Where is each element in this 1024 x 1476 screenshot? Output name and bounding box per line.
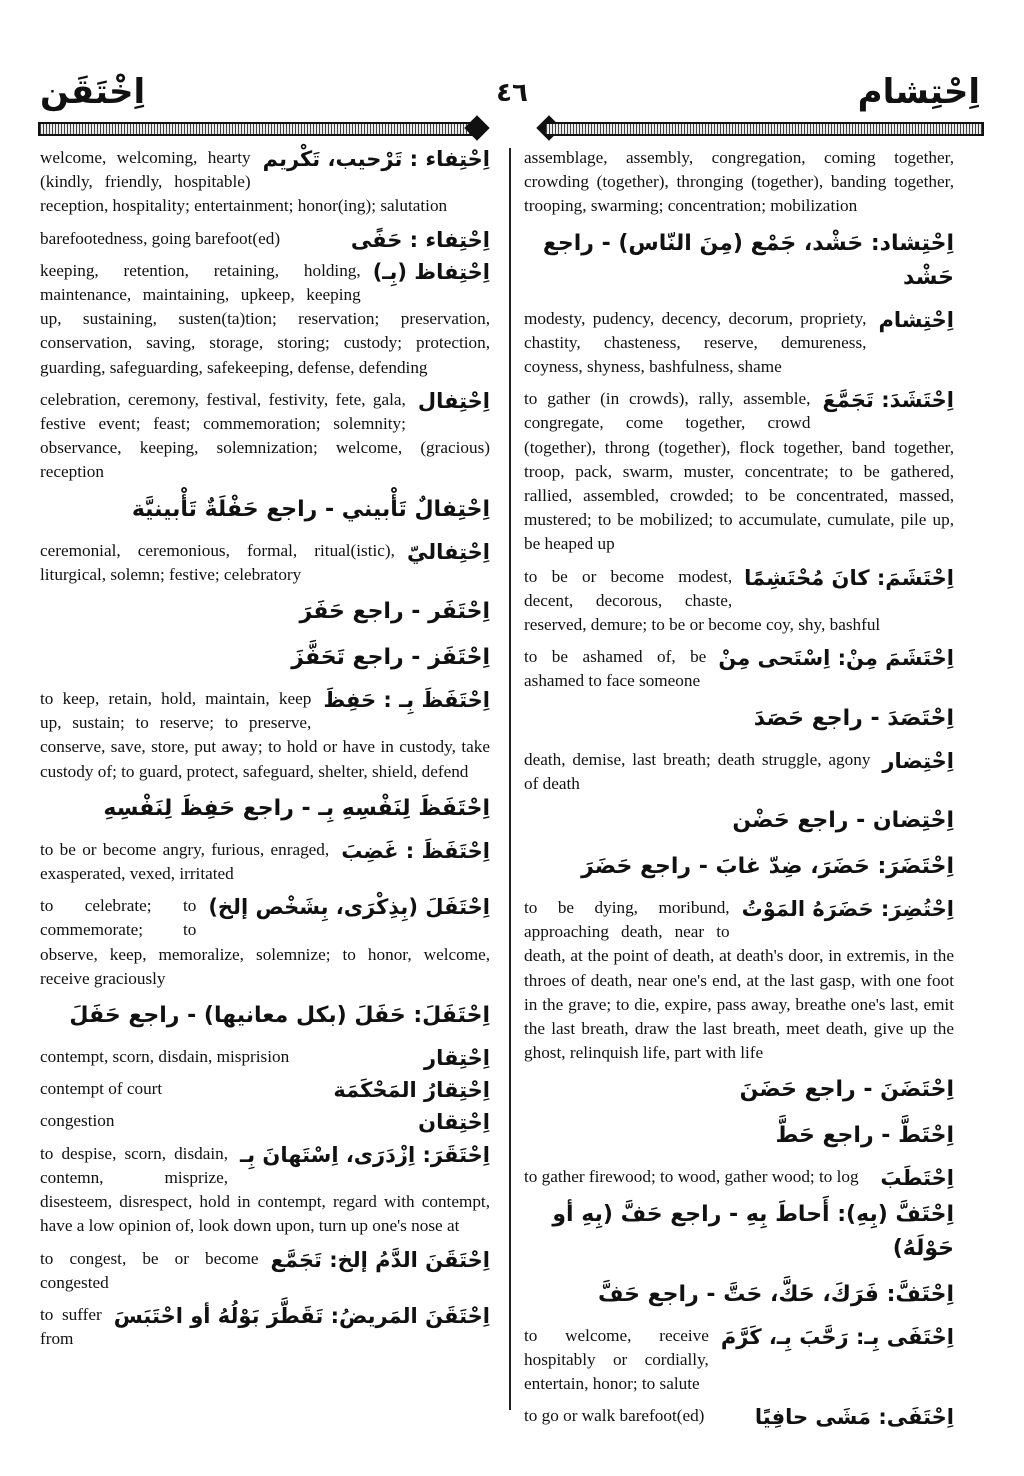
cross-reference: اِحْتِضان - راجع حَضْن — [732, 808, 954, 834]
cross-reference: اِحْتَصَدَ - راجع حَصَدَ — [753, 705, 954, 731]
arabic-headword: اِحْتِقارُ المَحْكَمَة — [333, 1078, 490, 1103]
dictionary-entry — [40, 1247, 490, 1295]
dictionary-entry — [40, 1109, 490, 1133]
dictionary-entry — [524, 146, 954, 219]
cross-reference: اِحْتِشاد: حَشْد، جَمْع (مِنَ النّاس) - راجع حَشْد — [542, 230, 954, 290]
english-definition: contempt of court — [40, 1079, 163, 1099]
arabic-headword: اِحْتَفَى بِـ: رَحَّبَ بِـ، كَرَّمَ — [720, 1324, 954, 1349]
dictionary-entry — [524, 1165, 954, 1189]
arabic-headword: اِحْتَقَنَ المَريضُ: تَقَطَّرَ بَوْلُهُ أو احْتَبَسَ — [113, 1303, 490, 1328]
dictionary-entry — [524, 748, 954, 796]
cross-reference: اِحْتَفَز - راجع تَحَفَّزَ — [291, 645, 490, 671]
arabic-headword: اِحْتُضِرَ: حَضَرَهُ المَوْتُ — [741, 897, 954, 922]
cross-reference: اِحْتَفَّ (بِهِ): أَحاطَ بِهِ - راجع حَفَّ (بِهِ أو حَوْلَهُ) — [552, 1201, 954, 1261]
arabic-headword: اِحْتَفَظَ : غَضِبَ — [341, 838, 490, 863]
english-definition: to celebrate; to commemorate; to observe, keep, memoralize, solemnize; to honor, welcome, receive graciously — [40, 896, 490, 988]
english-definition: modesty, pudency, decency, decorum, propriety, chastity, chasteness, reserve, demureness, coyness, shyness, bashfulness, shame — [524, 308, 867, 377]
english-definition: to despise, scorn, disdain, contemn, misprize, disesteem, disrespect, hold in contempt, regard with contempt, have a low opinion of, look down upon, turn up one's nose at — [40, 1143, 490, 1236]
running-head-left: اِخْتَقَن — [40, 72, 146, 112]
dictionary-entry — [40, 687, 490, 784]
arabic-headword: اِحْتِفاليّ — [406, 539, 490, 564]
arabic-headword: اِحْتِقان — [418, 1110, 490, 1135]
english-definition: to be or become modest, decent, decorous, chaste, reserved, demure; to be or become coy, shy, bashful — [524, 566, 881, 635]
dictionary-entry — [40, 227, 490, 251]
arabic-headword: اِحْتِشام — [878, 307, 954, 332]
cross-reference: اِحْتَفَر - راجع حَفَرَ — [299, 599, 490, 625]
english-definition: contempt, scorn, disdain, misprision — [40, 1047, 290, 1067]
dictionary-entry — [524, 645, 954, 693]
english-definition: to gather firewood; to wood, gather wood; to log — [524, 1167, 859, 1187]
arabic-headword: اِحْتَشَمَ: كانَ مُحْتَشِمًا — [744, 565, 954, 590]
dictionary-entry — [524, 307, 954, 380]
cross-reference: اِحْتَطَّ - راجع حَطَّ — [775, 1123, 954, 1149]
arabic-headword: اِحْتِفال — [417, 388, 490, 413]
english-definition: ceremonial, ceremonious, formal, ritual(istic), liturgical, solemn; festive; celebratory — [40, 540, 395, 584]
cross-reference: اِحْتَفَّ: فَرَكَ، حَكَّ، حَتَّ - راجع حَفَّ — [597, 1281, 954, 1307]
dictionary-entry — [40, 146, 490, 219]
arabic-headword: اِحْتِفاء : حَفًى — [350, 227, 490, 252]
dictionary-entry — [40, 838, 490, 886]
column-divider — [509, 148, 511, 1410]
english-definition: barefootedness, going barefoot(ed) — [40, 228, 281, 248]
english-definition: to suffer from — [40, 1304, 102, 1349]
cross-reference: اِحْتَضَرَ: حَضَرَ، ضِدّ غابَ - راجع حَضَرَ — [581, 854, 954, 880]
arabic-headword: اِحْتِفاء : تَرْحيب، تَكْريم — [262, 147, 490, 171]
arabic-headword: اِحْتَفَلَ (بِذِكْرَى، بِشَخْص إلخ) — [208, 895, 490, 920]
dictionary-entry — [40, 1077, 490, 1101]
left-column — [40, 146, 490, 1359]
arabic-headword: اِحْتَفَى: مَشَى حافِيًا — [754, 1405, 954, 1430]
english-definition: to congest, be or become congested — [40, 1248, 259, 1292]
english-definition: to be dying, moribund, approaching death, near to death, at the point of death, at death's door, in extremis, in the throes of death, near one's end, at the last gasp, with one foot in the grave; to die, expire, pass away, breathe one's last, emit the last breath, draw the last breath, meet death, give up the ghost, relinquish life, part with life — [524, 898, 954, 1063]
english-definition: assemblage, assembly, congregation, coming together, crowding (together), thronging (together), banding together, trooping, swarming; concentration; mobilization — [524, 148, 954, 216]
dictionary-entry — [40, 1142, 490, 1239]
arabic-headword: اِحْتَفَظَ بِـ : حَفِظَ — [323, 688, 490, 713]
arabic-headword: اِحْتَطَبَ — [880, 1166, 954, 1191]
dictionary-entry — [524, 896, 954, 1065]
dictionary-entry — [40, 539, 490, 587]
arabic-headword: اِحْتَقَرَ: اِزْدَرَى، اِسْتَهانَ بِـ — [240, 1142, 490, 1167]
english-definition: to gather (in crowds), rally, assemble, congregate, come together, crowd (together), throng (together), flock together, band together, troop, pack, swarm, muster, concentrate; to be gathered, rallied, assembled, crowded; to be concentrated, massed, mustered; to be mobilized; to accumulate, cumulate, pile up, be heaped up — [524, 389, 954, 554]
dictionary-entry — [40, 259, 490, 380]
dictionary-entry — [524, 1324, 954, 1397]
header-rule-left — [38, 122, 480, 136]
dictionary-entry — [524, 565, 954, 638]
english-definition: to go or walk barefoot(ed) — [524, 1406, 705, 1426]
dictionary-entry — [524, 387, 954, 556]
english-definition: to be or become angry, furious, enraged, exasperated, vexed, irritated — [40, 839, 330, 884]
english-definition: to be ashamed of, be ashamed to face someone — [524, 647, 707, 691]
english-definition: to keep, retain, hold, maintain, keep up, sustain; to reserve; to preserve, conserve, save, store, put away; to hold or have in custody, take custody of; to guard, protect, safeguard, shelter, shield, defend — [40, 689, 490, 781]
arabic-headword: اِحْتِضار — [882, 748, 954, 773]
diamond-ornament-left-icon — [464, 115, 489, 140]
english-definition: death, demise, last breath; death struggle, agony of death — [524, 749, 871, 793]
english-definition: congestion — [40, 1111, 115, 1131]
arabic-headword: اِحْتَشَمَ مِنْ: اِسْتَحى مِنْ — [718, 646, 954, 671]
dictionary-entry — [40, 1045, 490, 1069]
arabic-headword: اِحْتِقار — [424, 1046, 490, 1071]
cross-reference: اِحْتِفالٌ تَأْبيني - راجع حَفْلَةٌ تَأْبينيَّة — [131, 496, 490, 522]
cross-reference: اِحْتَفَظَ لِنَفْسِهِ بِـ - راجع حَفِظَ لِنَفْسِهِ — [103, 795, 490, 821]
english-definition: celebration, ceremony, festival, festivity, fete, gala, festive event; feast; commemoration; solemnity; observance, keeping, solemnization; welcome, (gracious) reception — [40, 389, 490, 482]
arabic-headword: اِحْتِفاظ (بِـ) — [372, 259, 490, 284]
page-number: ٤٦ — [496, 78, 528, 108]
english-definition: to welcome, receive hospitably or cordially, entertain, honor; to salute — [524, 1325, 709, 1394]
right-column — [524, 146, 954, 1437]
dictionary-entry — [524, 1404, 954, 1428]
english-definition: keeping, retention, retaining, holding, maintenance, maintaining, upkeep, keeping up, sustaining, susten(ta)tion; reservation; preservation, conservation, saving, storage, storing; custody; protection, guarding, safeguarding, safekeeping, defense, defending — [40, 260, 490, 377]
dictionary-entry — [40, 894, 490, 991]
arabic-headword: اِحْتَقَنَ الدَّمُ إلخ: تَجَمَّع — [270, 1247, 490, 1272]
cross-reference: اِحْتَضَنَ - راجع حَضَنَ — [739, 1077, 954, 1103]
english-definition: welcome, welcoming, hearty (kindly, friendly, hospitable) reception, hospitality; entertainment; honor(ing); salutation — [40, 148, 448, 216]
running-head-right: اِحْتِشام — [857, 72, 980, 112]
header-rule-right — [544, 122, 984, 136]
dictionary-entry — [40, 388, 490, 485]
cross-reference: اِحْتَفَلَ: حَفَلَ (بكل معانيها) - راجع حَفَلَ — [69, 1003, 490, 1029]
dictionary-entry — [40, 1303, 490, 1351]
arabic-headword: اِحْتَشَدَ: تَجَمَّعَ — [822, 388, 954, 413]
